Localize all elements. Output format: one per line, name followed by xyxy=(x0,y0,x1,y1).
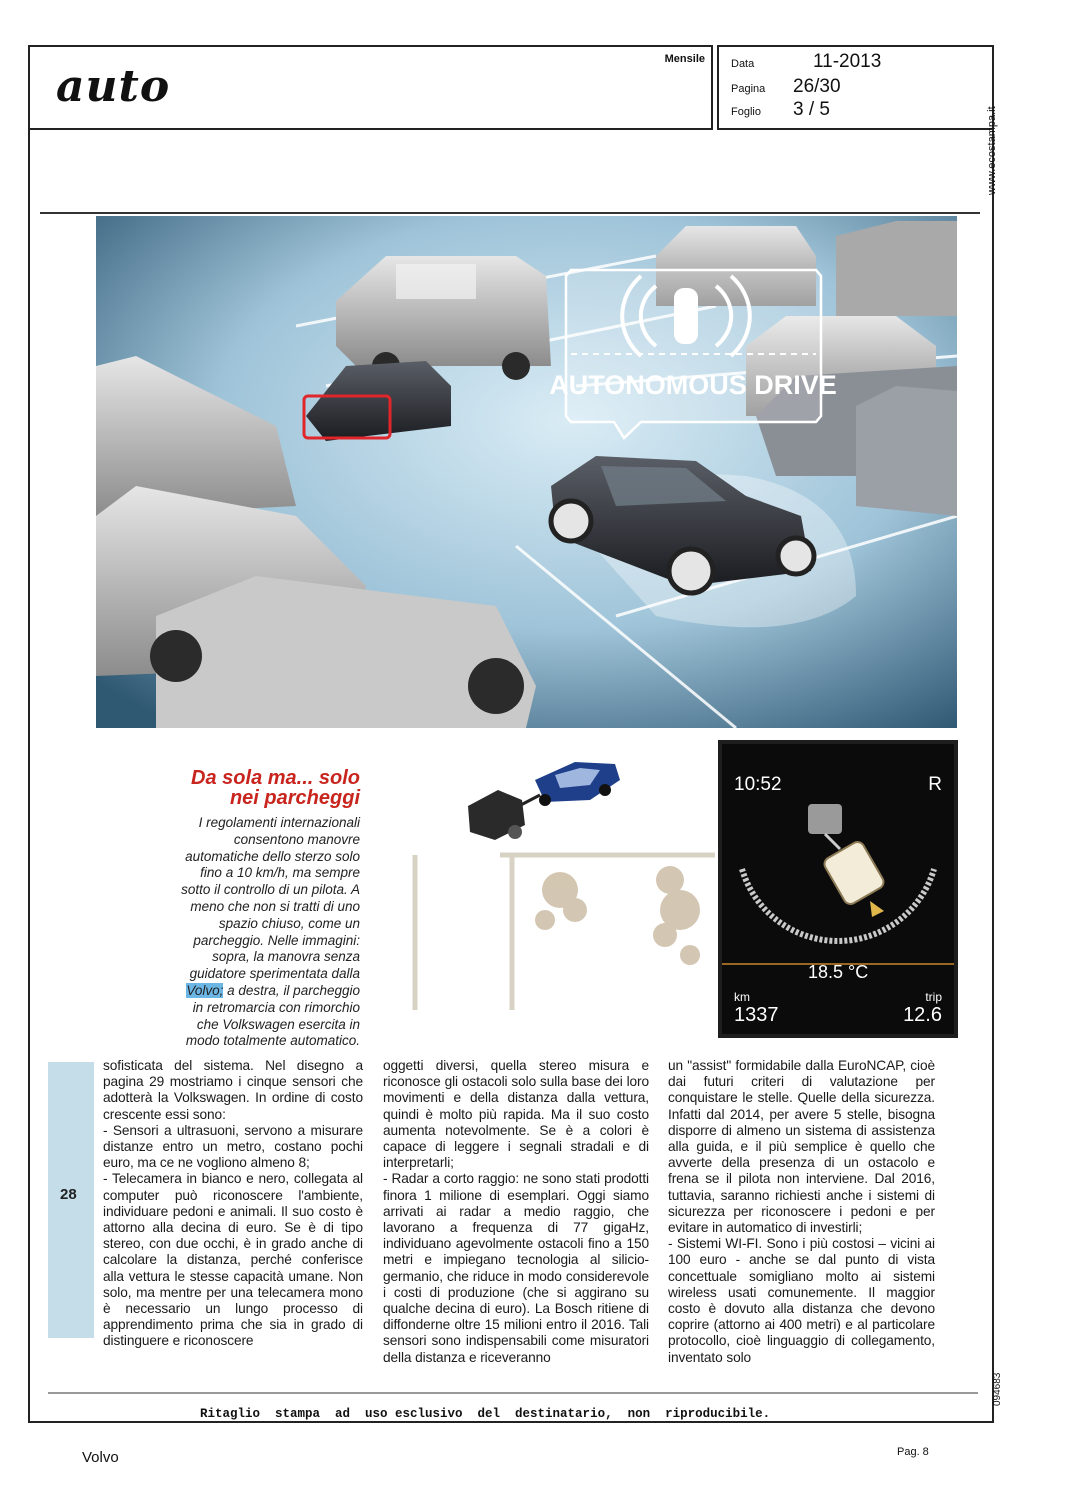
paragraph: - Sensori a ultrasuoni, servono a misurare distanze entro un metro, costano pochi euro, ma ce ne vogliono almeno 8; xyxy=(103,1122,363,1171)
paragraph: - Telecamera in bianco e nero, collegata al computer può riconoscere l'ambiente, individuare pedoni e animali. Il suo costo è attorno alla decina di euro. Se è di tipo stereo, con due occhi, è in grado anche di calcolare la distanza, perché conferisce alla vettura le stesse capacità umane. Non solo, ma mentre per una telecamera mono è necessario un lungo processo di apprendimento prima che sia in grado di distinguere e riconoscere xyxy=(103,1171,363,1349)
source-url-vertical xyxy=(986,106,1026,255)
reproduction-disclaimer: Ritaglio stampa ad uso esclusivo del destinatario, non riproducibile. xyxy=(200,1407,771,1421)
sheet-value: 3 / 5 xyxy=(793,99,830,120)
issue-date-row xyxy=(731,51,881,73)
caption-body xyxy=(180,815,360,1050)
odometer-label: km xyxy=(734,990,750,1004)
paragraph: - Radar a corto raggio: ne sono stati prodotti finora 1 milione di esemplari. Oggi siamo arrivati ai radar a medio raggio, che lavorano a frequenza di 77 gigaHz, individuano agevolmente ostacoli fino a 150 metri e impiegano tecnologia al silicio-germanio, che riduce in modo considerevole i costi di produzione (che si aggirano su qualche decina di euro). La Bosch ritiene di diffonderne oltre 15 milioni entro il 2016. Tali sensori sono indispensabili come misuratori della distanza e riceveranno xyxy=(383,1171,649,1365)
clip-code-text: 094683 xyxy=(992,1372,1003,1406)
issue-page-row xyxy=(731,76,841,98)
footer-subject: Volvo xyxy=(82,1449,119,1466)
trip-value: 12.6 xyxy=(903,1004,942,1026)
sheet-label: Foglio xyxy=(731,106,761,118)
page-number: 28 xyxy=(60,1186,77,1203)
page-value: 26/30 xyxy=(793,76,841,97)
source-url-text: www.ecostampa.it xyxy=(986,106,998,195)
gear-indicator: R xyxy=(928,774,942,795)
footer-page: Pag. 8 xyxy=(897,1446,929,1458)
trip-label: trip xyxy=(925,990,942,1004)
dashboard-clock: 10:52 xyxy=(734,774,782,795)
clip-code-vertical xyxy=(992,1368,1012,1408)
issue-sheet-row xyxy=(731,99,830,121)
date-value: 11-2013 xyxy=(813,51,882,72)
date-label: Data xyxy=(731,58,755,70)
page-label: Pagina xyxy=(731,83,766,95)
paragraph: sofisticata del sistema. Nel disegno a pagina 29 mostriamo i cinque sensori che adotterà la Volkswagen. In ordine di costo crescente essi sono: xyxy=(103,1058,363,1122)
article-column-3 xyxy=(668,1058,935,1366)
bottom-divider xyxy=(48,1392,978,1394)
paragraph: un "assist" formidabile dalla EuroNCAP, cioè dai futuri criteri di valutazione per conquistare le stelle. Quelle della sicurezza. Infatti dal 2014, per avere 5 stelle, bisogna disporre di almeno un sistema di assistenza alla guida, e il più semplice è quello che avverte della presenza di un ostacolo e frena se il pilota non interviene. Dal 2016, tuttavia, saranno richiesti anche i sistemi di sicurezza per riconoscere i pedoni e per evitare in automatico di investirli; xyxy=(668,1058,935,1236)
caption-text-before: I regolamenti internazionali consentono manovre automatiche dello sterzo solo fino a 10 km/h, ma sempre sotto il controllo di un pilota. A meno che non si tratti di uno spazio chiuso, come un parcheggio. Nelle immagini: sopra, la manovra senza guidatore sperimentata dalla xyxy=(181,815,360,982)
article-column-1 xyxy=(103,1058,363,1350)
parking-lot-render xyxy=(96,216,957,728)
paragraph: - Sistemi WI-FI. Sono i più costosi – vicini ai 100 euro - anche se dal punto di vista concettuale somigliano molto ai sistemi wireless usati comunemente. Il maggior costo è dovuto alla distanza che devono coprire (attorno ai 400 metri) e al particolare protocollo, cioè linguaggio di collegamento, inventato solo xyxy=(668,1236,935,1365)
publication-logo: auto xyxy=(56,61,171,112)
autonomous-drive-badge xyxy=(549,270,837,438)
caption-highlight: Volvo; xyxy=(186,982,224,998)
trailer-parking-photo xyxy=(380,740,717,1038)
periodicity-label: Mensile xyxy=(664,53,705,65)
article-column-2 xyxy=(383,1058,649,1366)
trailer-icon xyxy=(822,839,886,906)
caption-title-line2: nei parcheggi xyxy=(229,787,360,809)
odometer-value: 1337 xyxy=(734,1004,779,1026)
paragraph: oggetti diversi, quella stereo misura e riconosce gli ostacoli solo sulla base dei loro movimenti e della distanza dalla vettura, quindi è molto più rapida. Ma il suo costo aumenta notevolmente. Se è a colori è capace di leggere i segnali stradali e di interpretarli; xyxy=(383,1058,649,1171)
autonomous-parking-illustration xyxy=(96,216,957,728)
parked-van xyxy=(336,256,551,380)
caption-title xyxy=(191,768,360,808)
badge-label: AUTONOMOUS DRIVE xyxy=(549,370,837,400)
car-icon xyxy=(674,288,698,344)
caption-title-line1: Da sola ma... solo xyxy=(191,767,360,789)
outside-temperature: 18.5 °C xyxy=(808,962,869,982)
trailer-parking-render xyxy=(380,740,717,1038)
issue-info-box xyxy=(717,45,994,130)
top-divider xyxy=(40,212,980,214)
parking-assist-display xyxy=(718,740,958,1038)
caption-text-after: a destra, il parcheggio in retromarcia con rimorchio che Volkswagen esercita in modo totalmente automatico. xyxy=(185,982,360,1049)
towing-car-icon xyxy=(808,804,842,834)
masthead-box xyxy=(28,45,713,130)
